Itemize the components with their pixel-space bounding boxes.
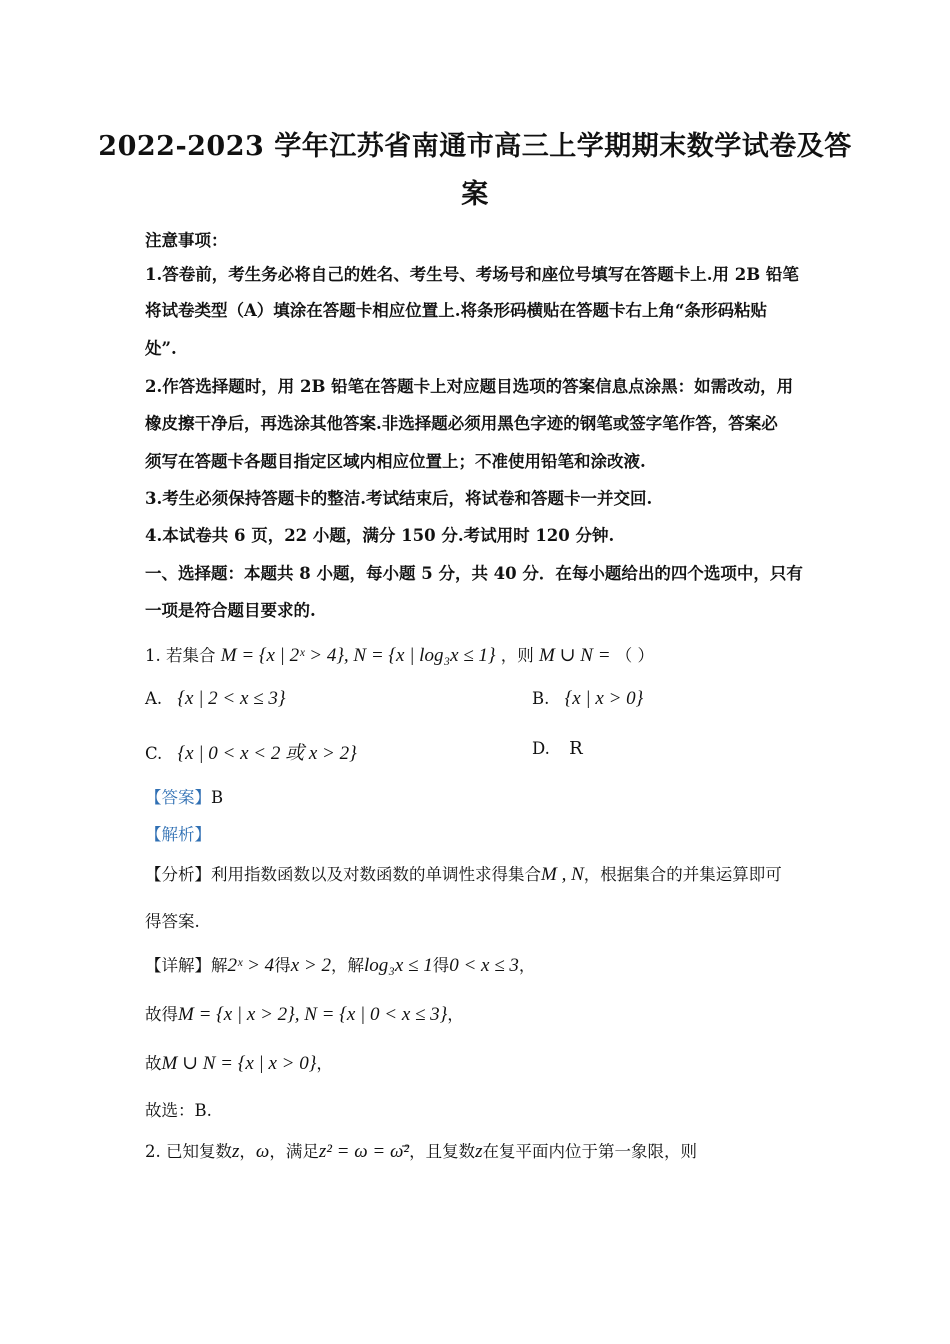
detail-text-4: 得 (432, 956, 450, 975)
option-c-text: {x | 0 < x < 2 或 x > 2} (177, 743, 357, 764)
section-heading-line2: 一项是符合题目要求的. (145, 601, 316, 620)
option-a-label: A. (145, 689, 163, 708)
union-math: M ∪ N = {x | x > 0} (161, 1053, 317, 1074)
question-2-omega: ω (255, 1141, 270, 1162)
option-c (145, 738, 357, 765)
notice-line: 4.本试卷共 6 页，22 小题，满分 150 分.考试用时 120 分钟. (145, 526, 615, 545)
analysis-tag: 【解析】 (145, 825, 211, 844)
fenxi-math: M , N (541, 864, 584, 885)
question-2-stem (145, 1138, 697, 1163)
question-2-text3: ，且复数 (409, 1142, 476, 1161)
notice-line: 将试卷类型（A）填涂在答题卡相应位置上.将条形码横贴在答题卡右上角“条形码粘贴 (145, 301, 768, 320)
notice-line: 1.答卷前，考生务必将自己的姓名、考生号、考场号和座位号填写在答题卡上.用 2B 铅笔 (145, 265, 799, 284)
notice-line: 橡皮擦干净后，再选涂其他答案.非选择题必须用黑色字迹的钢笔或签字笔作答，答案必 (145, 414, 778, 433)
detail-tag: 【详解】 (145, 956, 211, 975)
detail-math-1: 2ˣ > 4 (227, 955, 275, 976)
analysis-fenxi (145, 861, 782, 886)
question-1-sets: M = {x | 2ˣ > 4}, N = {x | log₃x ≤ 1} (220, 645, 496, 666)
document-title-line1: 2022-2023 学年江苏省南通市高三上学期期末数学试卷及答 (98, 131, 852, 162)
section-heading-line1: 一、选择题：本题共 8 小题，每小题 5 分，共 40 分．在每小题给出的四个选项中，只有 (145, 564, 803, 583)
detail-get-row (145, 1001, 464, 1026)
detail-text-2: 得 (274, 956, 291, 975)
notice-heading: 注意事项： (145, 231, 228, 250)
answer-value: B (211, 788, 224, 807)
notice-line: 3.考生必须保持答题卡的整洁.考试结束后，将试卷和答题卡一并交回. (145, 489, 653, 508)
union-suffix: ， (316, 1054, 333, 1073)
detail-math-3: log₃x ≤ 1 (363, 955, 433, 976)
document-title-line2: 案 (461, 179, 489, 210)
question-2-prefix: 2. 已知复数 (145, 1142, 232, 1161)
detail-row (145, 952, 535, 977)
option-b-label: B. (532, 689, 550, 708)
question-1-union: M ∪ N = (539, 645, 611, 666)
answer-row (145, 784, 223, 808)
question-2-condition: z² = ω = ω̄² (318, 1141, 410, 1162)
get-math: M = {x | x > 2}, N = {x | 0 < x ≤ 3} (178, 1004, 448, 1025)
fenxi-text: 利用指数函数以及对数函数的单调性求得集合 (211, 865, 541, 884)
question-2-sep: ， (239, 1142, 256, 1161)
union-prefix: 故 (145, 1054, 162, 1073)
fenxi-text2: ，根据集合的并集运算即可 (583, 865, 782, 884)
option-d-label: D. (532, 739, 550, 758)
option-c-label: C. (145, 744, 163, 763)
question-2-z2: z (475, 1141, 483, 1162)
detail-text: 解 (211, 956, 228, 975)
option-a (145, 688, 285, 710)
option-d-text: R (569, 738, 583, 759)
question-1-mid: ，则 (500, 646, 534, 665)
question-1-paren: （ ） (615, 646, 655, 665)
get-prefix: 故得 (145, 1005, 178, 1024)
choose-line: 故选：B. (145, 1101, 212, 1120)
detail-text-5: ， (518, 956, 536, 975)
question-1-stem (145, 642, 654, 667)
detail-union-row (145, 1050, 333, 1075)
question-2-text4: 在复平面内位于第一象限，则 (482, 1142, 697, 1161)
notice-line: 处”. (145, 339, 177, 358)
option-a-text: {x | 2 < x ≤ 3} (177, 688, 286, 709)
fenxi-tag: 【分析】 (145, 865, 211, 884)
notice-line: 须写在答题卡各题目指定区域内相应位置上；不准使用铅笔和涂改液. (145, 452, 646, 471)
option-b (532, 688, 643, 710)
question-1-prefix: 1. 若集合 (145, 646, 216, 665)
option-d (532, 738, 583, 759)
detail-math-2: x > 2 (290, 955, 331, 976)
get-suffix: ， (447, 1005, 464, 1024)
answer-tag: 【答案】 (145, 788, 211, 807)
question-2-text2: ，满足 (269, 1142, 319, 1161)
fenxi-line2: 得答案. (145, 912, 200, 931)
question-2-z: z (232, 1141, 240, 1162)
detail-text-3: ，解 (330, 956, 364, 975)
option-b-text: {x | x > 0} (564, 688, 644, 709)
notice-line: 2.作答选择题时，用 2B 铅笔在答题卡上对应题目选项的答案信息点涂黑：如需改动，用 (145, 377, 794, 396)
detail-math-4: 0 < x ≤ 3 (449, 955, 519, 976)
